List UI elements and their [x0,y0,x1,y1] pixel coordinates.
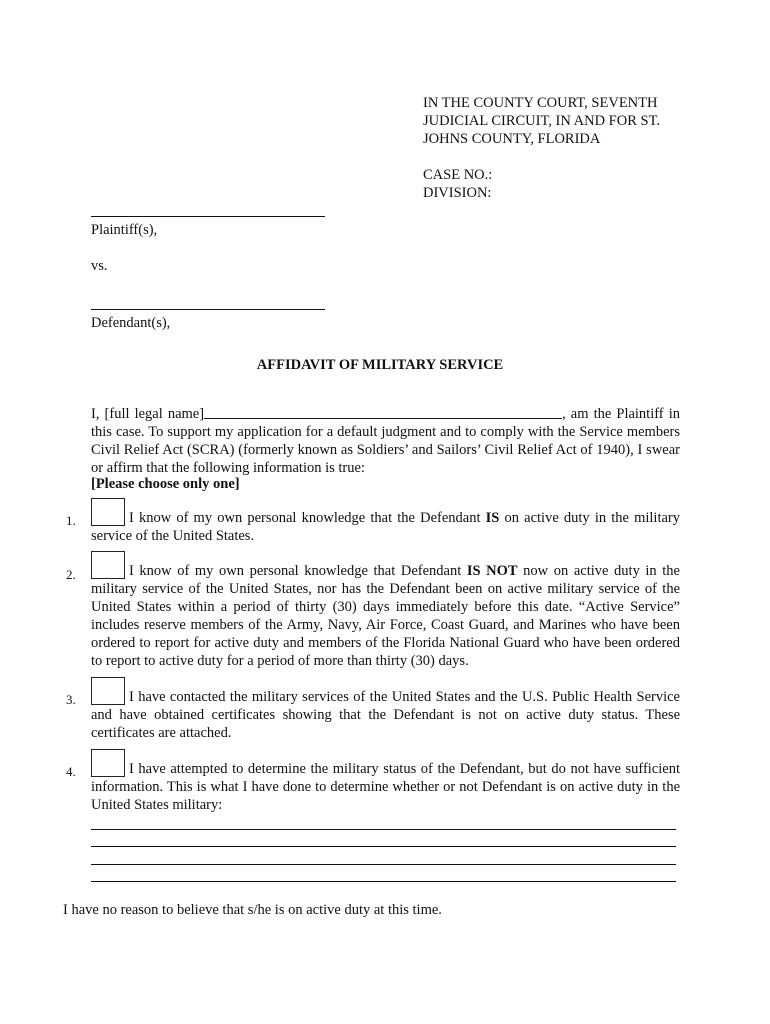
defendant-label: Defendant(s), [91,315,171,331]
intro-body: this case. To support my application for a default judgment and to comply with the Service members Civil Relief Act (SCRA) (formerly known as Soldiers’ and Sailors’ Civil Relief Act of 1940), I swear or affirm that the following information is true: [91,424,680,476]
court-heading [423,94,713,148]
final-statement: I have no reason to believe that s/he is on active duty at this time. [63,902,442,918]
case-info [423,166,492,202]
option-2-before: I know of my own personal knowledge that Defendant [129,563,467,579]
option-2-text [91,551,680,670]
option-1-bold: IS [485,510,500,526]
option-2-after: now on active duty in the military service of the United States, nor has the Defendant been on active military service of the United States within a period of thirty (30) days immediately before this date. “Active Service” includes reserve members of the Army, Navy, Air Force, Coast Guard, and Marines who have been ordered to report for active duty and members of the Florida National Guard who have been ordered to report to active duty for a period of more than thirty (30) days. [91,563,680,669]
option-4-number: 4. [66,764,76,779]
option-4-checkbox[interactable] [91,749,125,777]
option-3-number: 3. [66,692,76,707]
vs-label: vs. [91,258,108,274]
court-line-2: JUDICIAL CIRCUIT, IN AND FOR ST. [423,113,660,129]
intro-paragraph [91,404,680,477]
case-no-label: CASE NO.: [423,167,493,183]
option-1-text [91,498,680,545]
full-legal-name-field[interactable] [204,404,562,419]
defendant-name-line[interactable] [91,309,325,310]
court-line-3: JOHNS COUNTY, FLORIDA [423,131,601,147]
explanation-line-3[interactable] [91,864,676,865]
option-3-text [91,677,680,742]
division-label: DIVISION: [423,185,492,201]
option-1-checkbox[interactable] [91,498,125,526]
intro-prefix: I, [full legal name] [91,406,205,422]
explanation-line-4[interactable] [91,881,676,882]
explanation-line-2[interactable] [91,846,676,847]
option-1-after: on active duty in the military service of the United States. [91,510,681,544]
document-title: AFFIDAVIT OF MILITARY SERVICE [256,357,504,373]
option-4-text [91,749,680,814]
plaintiff-label: Plaintiff(s), [91,222,158,238]
option-1-number: 1. [66,513,76,528]
option-4-before: I have attempted to determine the military status of the Defendant, but do not have sufficient information. This is what I have done to determine whether or not Defendant is on active duty in the United States military: [91,761,680,813]
choose-instruction: [Please choose only one] [91,476,240,492]
option-2-checkbox[interactable] [91,551,125,579]
option-3-checkbox[interactable] [91,677,125,705]
option-2-number: 2. [66,567,76,582]
explanation-line-1[interactable] [91,829,676,830]
option-2-bold: IS NOT [466,563,518,579]
plaintiff-name-line[interactable] [91,216,325,217]
intro-suffix: , am the Plaintiff in [562,406,681,422]
option-1-before: I know of my own personal knowledge that the Defendant [129,510,486,526]
court-line-1: IN THE COUNTY COURT, SEVENTH [423,95,658,111]
option-3-before: I have contacted the military services of the United States and the U.S. Public Health Service and have obtained certificates showing that the Defendant is not on active duty status. These certificates are attached. [91,689,680,741]
